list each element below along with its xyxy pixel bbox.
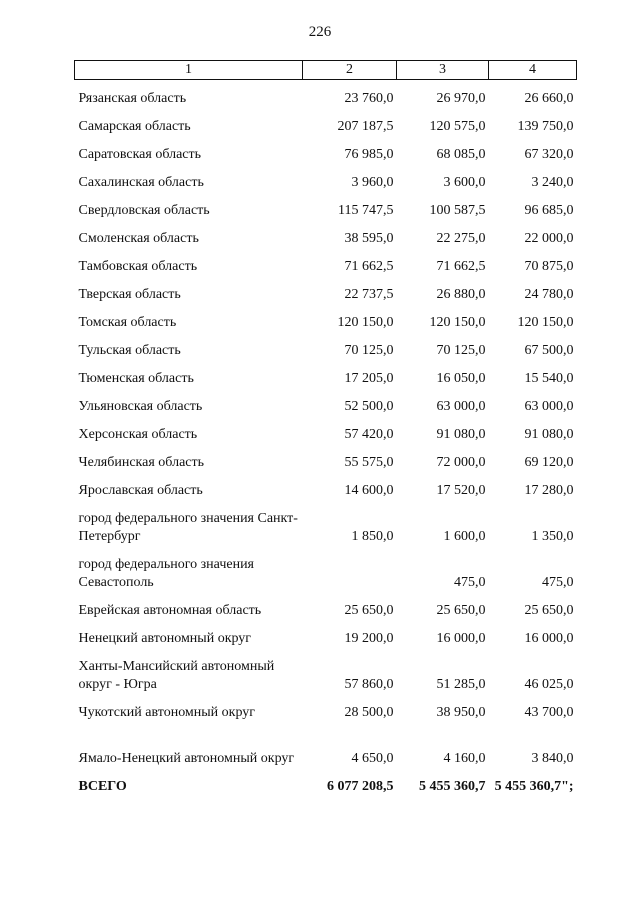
table-row bbox=[75, 546, 577, 592]
header-row bbox=[75, 61, 577, 80]
table-row bbox=[75, 694, 577, 722]
value-col-4: 1 350,0 bbox=[531, 528, 574, 544]
total-row bbox=[75, 768, 577, 796]
value-col-4: 22 000,0 bbox=[524, 230, 574, 246]
value-col-4: 16 000,0 bbox=[524, 630, 574, 646]
value-col-2: 3 960,0 bbox=[351, 174, 394, 190]
table-row bbox=[75, 444, 577, 472]
value-col-3: 71 662,5 bbox=[436, 258, 486, 274]
table-row bbox=[75, 108, 577, 136]
value-col-3: 68 085,0 bbox=[436, 146, 486, 162]
value-col-3: 25 650,0 bbox=[436, 602, 486, 618]
value-col-4: 67 500,0 bbox=[524, 342, 574, 358]
column-header-4: 4 bbox=[489, 61, 577, 80]
value-col-3: 26 880,0 bbox=[436, 286, 486, 302]
table-row bbox=[75, 648, 577, 694]
value-col-3: 38 950,0 bbox=[436, 704, 486, 720]
value-col-4: 24 780,0 bbox=[524, 286, 574, 302]
region-name: Томская область bbox=[78, 314, 177, 330]
region-name: Тамбовская область bbox=[78, 258, 198, 274]
value-col-3: 51 285,0 bbox=[436, 676, 486, 692]
value-col-3: 70 125,0 bbox=[436, 342, 486, 358]
region-name: Херсонская область bbox=[78, 426, 198, 442]
table-row bbox=[75, 360, 577, 388]
value-col-4: 15 540,0 bbox=[524, 370, 574, 386]
value-col-2: 4 650,0 bbox=[351, 750, 394, 766]
region-name: Тюменская область bbox=[78, 370, 194, 386]
table-row bbox=[75, 276, 577, 304]
region-name: Ханты-Мансийский автономный округ - Югра bbox=[78, 658, 275, 692]
value-col-3: 100 587,5 bbox=[429, 202, 486, 218]
value-col-4: 3 240,0 bbox=[531, 174, 574, 190]
column-header-2: 2 bbox=[303, 61, 397, 80]
table-row bbox=[75, 136, 577, 164]
value-col-2: 52 500,0 bbox=[344, 398, 394, 414]
value-col-2: 71 662,5 bbox=[344, 258, 394, 274]
value-col-2: 55 575,0 bbox=[344, 454, 394, 470]
value-col-3: 3 600,0 bbox=[443, 174, 486, 190]
table-row bbox=[75, 192, 577, 220]
value-col-2: 70 125,0 bbox=[344, 342, 394, 358]
value-col-4: 3 840,0 bbox=[531, 750, 574, 766]
region-name: Ярославская область bbox=[78, 482, 203, 498]
region-name: город федерального значения Севастополь bbox=[78, 556, 254, 590]
table-row bbox=[75, 220, 577, 248]
budget-table bbox=[74, 60, 577, 796]
value-col-4: 17 280,0 bbox=[524, 482, 574, 498]
region-name: Сахалинская область bbox=[78, 174, 204, 190]
value-col-2: 19 200,0 bbox=[344, 630, 394, 646]
value-col-3: 63 000,0 bbox=[436, 398, 486, 414]
region-name: Смоленская область bbox=[78, 230, 199, 246]
value-col-4: 43 700,0 bbox=[524, 704, 574, 720]
table-row bbox=[75, 416, 577, 444]
total-label: ВСЕГО bbox=[78, 778, 127, 794]
value-col-4: 70 875,0 bbox=[524, 258, 574, 274]
region-name: Ульяновская область bbox=[78, 398, 203, 414]
value-col-2: 17 205,0 bbox=[344, 370, 394, 386]
value-col-2: 1 850,0 bbox=[351, 528, 394, 544]
value-col-3: 1 600,0 bbox=[443, 528, 486, 544]
value-col-4: 475,0 bbox=[542, 574, 574, 590]
value-col-2: 115 747,5 bbox=[338, 202, 394, 218]
value-col-4: 67 320,0 bbox=[524, 146, 574, 162]
region-name: Ненецкий автономный округ bbox=[78, 630, 252, 646]
value-col-3: 120 575,0 bbox=[429, 118, 486, 134]
value-col-2: 57 420,0 bbox=[344, 426, 394, 442]
value-col-2: 120 150,0 bbox=[337, 314, 394, 330]
value-col-4: 69 120,0 bbox=[524, 454, 574, 470]
value-col-3: 17 520,0 bbox=[436, 482, 486, 498]
column-header-1: 1 bbox=[75, 61, 303, 80]
value-col-4: 26 660,0 bbox=[524, 90, 574, 106]
value-col-3: 475,0 bbox=[454, 574, 486, 590]
value-col-2 bbox=[303, 546, 397, 592]
page-number: 226 bbox=[308, 24, 332, 40]
value-col-2: 57 860,0 bbox=[344, 676, 394, 692]
region-name: Саратовская область bbox=[78, 146, 202, 162]
value-col-3: 16 000,0 bbox=[436, 630, 486, 646]
region-name: Челябинская область bbox=[78, 454, 204, 470]
total-col-4: 5 455 360,7"; bbox=[494, 778, 574, 794]
value-col-4: 25 650,0 bbox=[524, 602, 574, 618]
table-row bbox=[75, 500, 577, 546]
region-name: Тверская область bbox=[78, 286, 181, 302]
region-name: Тульская область bbox=[78, 342, 181, 358]
value-col-4: 91 080,0 bbox=[524, 426, 574, 442]
value-col-2: 22 737,5 bbox=[344, 286, 394, 302]
total-col-3: 5 455 360,7 bbox=[419, 778, 486, 794]
value-col-2: 14 600,0 bbox=[344, 482, 394, 498]
region-name: Чукотский автономный округ bbox=[78, 704, 256, 720]
value-col-4: 63 000,0 bbox=[524, 398, 574, 414]
value-col-3: 22 275,0 bbox=[436, 230, 486, 246]
value-col-2: 25 650,0 bbox=[344, 602, 394, 618]
table-row bbox=[75, 592, 577, 620]
value-col-3: 120 150,0 bbox=[429, 314, 486, 330]
region-name: Еврейская автономная область bbox=[78, 602, 262, 618]
table-row bbox=[75, 620, 577, 648]
value-col-3: 91 080,0 bbox=[436, 426, 486, 442]
table-row bbox=[75, 80, 577, 108]
value-col-2: 28 500,0 bbox=[344, 704, 394, 720]
value-col-4: 46 025,0 bbox=[524, 676, 574, 692]
table-row bbox=[75, 722, 577, 768]
value-col-3: 72 000,0 bbox=[436, 454, 486, 470]
region-name: город федерального значения Санкт-Петербург bbox=[78, 510, 298, 544]
region-name: Самарская область bbox=[78, 118, 191, 134]
value-col-4: 139 750,0 bbox=[517, 118, 574, 134]
value-col-4: 96 685,0 bbox=[524, 202, 574, 218]
column-header-3: 3 bbox=[397, 61, 489, 80]
value-col-2: 38 595,0 bbox=[344, 230, 394, 246]
table-row bbox=[75, 248, 577, 276]
region-name: Свердловская область bbox=[78, 202, 210, 218]
region-name: Рязанская область bbox=[78, 90, 187, 106]
value-col-4: 120 150,0 bbox=[517, 314, 574, 330]
table-row bbox=[75, 472, 577, 500]
value-col-3: 4 160,0 bbox=[443, 750, 486, 766]
table-row bbox=[75, 164, 577, 192]
table-row bbox=[75, 304, 577, 332]
value-col-2: 207 187,5 bbox=[337, 118, 394, 134]
total-col-2: 6 077 208,5 bbox=[327, 778, 394, 794]
value-col-3: 16 050,0 bbox=[436, 370, 486, 386]
region-name: Ямало-Ненецкий автономный округ bbox=[78, 750, 295, 766]
value-col-3: 26 970,0 bbox=[436, 90, 486, 106]
table-row bbox=[75, 332, 577, 360]
value-col-2: 76 985,0 bbox=[344, 146, 394, 162]
table-row bbox=[75, 388, 577, 416]
value-col-2: 23 760,0 bbox=[344, 90, 394, 106]
